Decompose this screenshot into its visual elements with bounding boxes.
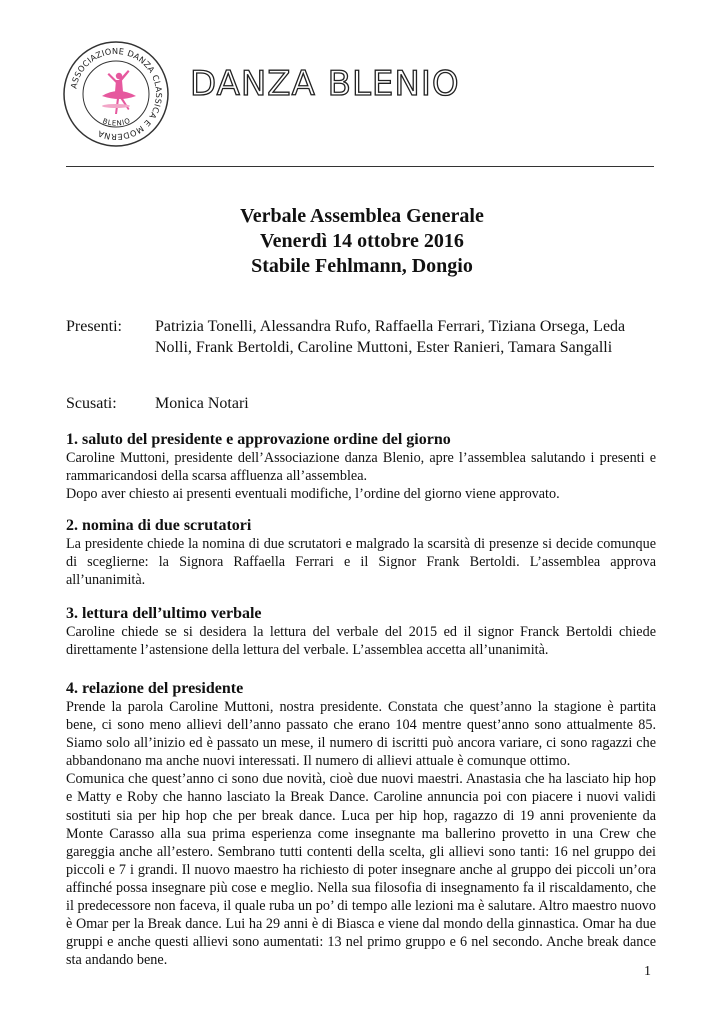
title-line-1: Verbale Assemblea Generale: [240, 205, 484, 227]
section-paragraph: La presidente chiede la nomina di due scrutatori e malgrado la scarsità di presenze si decide comunque di sceglierne: la Signora Raffaella Ferrari e il Signor Frank Bertoldi. L’assemblea approva all’unanimità.: [66, 536, 656, 589]
presenti-label: Presenti:: [66, 318, 122, 335]
brand-title: DANZA BLENIO: [190, 64, 460, 104]
title-line-2: Venerdì 14 ottobre 2016: [260, 230, 464, 252]
section-heading: 4. relazione del presidente: [66, 680, 244, 697]
header-divider: [66, 166, 654, 167]
association-logo: [62, 40, 170, 148]
section-paragraph: Caroline chiede se si desidera la lettura del verbale del 2015 ed il signor Franck Bertoldi chiede direttamente l’astensione della lettura del verbale. L’assemblea accetta all’unanimità.: [66, 624, 656, 659]
section-paragraph: Comunica che quest’anno ci sono due novità, cioè due nuovi maestri. Anastasia che ha lasciato hip hop e Matty e Roby che hanno lasciato la Break Dance. Caroline annuncia poi con piacere i nuovi validi sostituti sia per hip hop che per break dance. Luca per hip hop, ragazzo di 19 anni proveniente da Monte Carasso alla sua prima esperienza come insegnante ma ballerino provetto in una Crew che gareggia anche all’estero. Sembrano tutti contenti della scelta, gli allievi sono tanti: 16 nel gruppo dei piccoli e 7 i grandi. Il nuovo maestro ha richiesto di poter insegnare anche al gruppo dei piccoli un’ora affinché possa insegnare più cose e meglio. Nella sua filosofia di insegnamento fa il riscaldamento, che il predecessore non faceva, il quale ruba un po’ di tempo alle lezioni ma è salutare. Altro maestro nuovo è Omar per la Break dance. Lui ha 29 anni è di Biasca e viene dal mondo della ginnastica. Omar ha due gruppi e anche questi allievi sono aumentati: 13 nel primo gruppo e 6 nel secondo. Anche break dance sta andando bene.: [66, 771, 656, 969]
section-4: [66, 679, 656, 969]
title-line-3: Stabile Fehlmann, Dongio: [251, 255, 473, 277]
scusati-label: Scusati:: [66, 395, 117, 412]
svg-text:BLENIO: BLENIO: [101, 116, 132, 128]
section-heading: 1. saluto del presidente e approvazione ordine del giorno: [66, 431, 451, 448]
section-paragraph: Caroline Muttoni, presidente dell’Associazione danza Blenio, apre l’assemblea salutando i presenti e rammaricandosi della scarsa affluenza all’assemblea.: [66, 450, 656, 485]
section-heading: 3. lettura dell’ultimo verbale: [66, 605, 262, 622]
section-3: [66, 604, 656, 659]
document-title: [0, 204, 724, 279]
svg-text:ASSOCIAZIONE DANZA CLASSICA E: ASSOCIAZIONE DANZA CLASSICA E MODERNA: [68, 45, 165, 143]
section-paragraph: Prende la parola Caroline Muttoni, nostra presidente. Constata che quest’anno la stagione è partita bene, ci sono meno allievi dell’anno passato che erano 104 mentre quest’anno sono attualmente 85. Siamo solo all’inizio ed è passato un mese, il numero di iscritti può ancora variare, ci sono ragazzi che abbandonano ma anche nuovi interessati. Il numero di allievi attuale è comunque ottimo.: [66, 699, 656, 770]
page-number: 1: [644, 964, 651, 979]
presenti-names: Patrizia Tonelli, Alessandra Rufo, Raffaella Ferrari, Tiziana Orsega, Leda Nolli, Frank Bertoldi, Caroline Muttoni, Ester Ranieri, Tamara Sangalli: [155, 318, 626, 356]
scusati-names: Monica Notari: [155, 395, 249, 412]
section-paragraph: Dopo aver chiesto ai presenti eventuali modifiche, l’ordine del giorno viene approvato.: [66, 486, 560, 503]
section-1: [66, 430, 656, 503]
section-2: [66, 516, 656, 589]
dancer-logo-icon: [62, 40, 170, 148]
section-heading: 2. nomina di due scrutatori: [66, 517, 252, 534]
